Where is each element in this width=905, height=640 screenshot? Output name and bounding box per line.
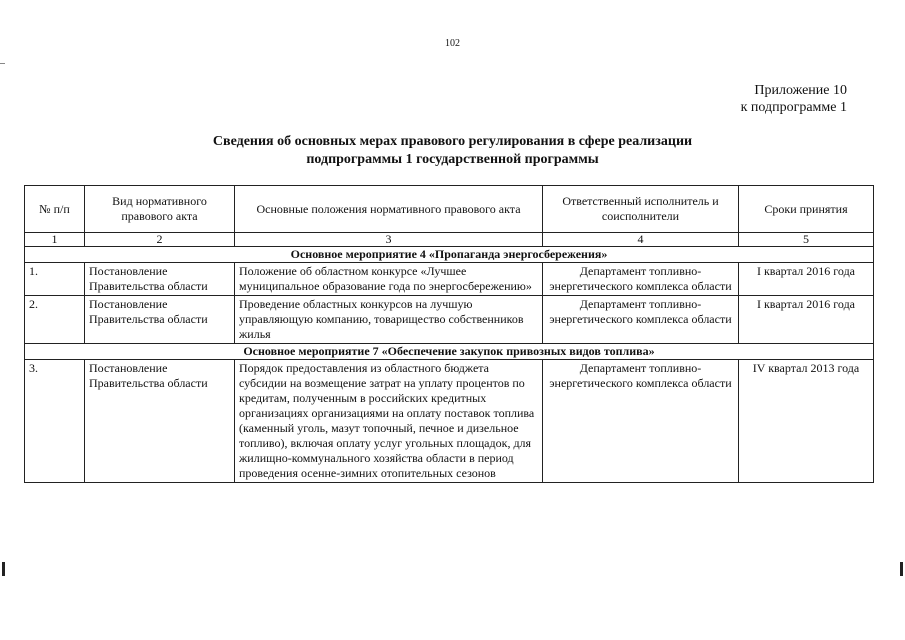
row-deadline: IV квартал 2013 года bbox=[739, 360, 874, 483]
scan-edge-mark-right bbox=[900, 562, 903, 576]
header-deadline: Сроки принятия bbox=[739, 186, 874, 233]
row-deadline: I квартал 2016 года bbox=[739, 263, 874, 296]
row-act-type: Постановление Правительства области bbox=[85, 296, 235, 344]
column-number: 3 bbox=[235, 233, 543, 247]
row-deadline: I квартал 2016 года bbox=[739, 296, 874, 344]
row-act-type: Постановление Правительства области bbox=[85, 263, 235, 296]
table-header-row bbox=[25, 186, 874, 233]
table-row bbox=[25, 360, 874, 483]
column-number: 2 bbox=[85, 233, 235, 247]
row-act-type: Постановление Правительства области bbox=[85, 360, 235, 483]
appendix-reference bbox=[741, 82, 847, 116]
row-num: 2. bbox=[25, 296, 85, 344]
measures-table bbox=[24, 185, 874, 483]
appendix-line-1: Приложение 10 bbox=[754, 83, 847, 98]
scan-edge-mark-left bbox=[2, 562, 5, 576]
row-executor: Департамент топливно-энергетического комплекса области bbox=[543, 296, 739, 344]
row-provisions: Проведение областных конкурсов на лучшую управляющую компанию, товарищество собственников жилья bbox=[235, 296, 543, 344]
column-number: 1 bbox=[25, 233, 85, 247]
document-title bbox=[150, 133, 755, 169]
row-provisions: Порядок предоставления из областного бюджета субсидии на возмещение затрат на уплату процентов по кредитам, полученным в российских кредитных организациях организациями на оплату поставок топлива (каменный уголь, мазут топочный, печное и дизельное топливо), включая оплату услуг угольных площадок, для жилищно-коммунального хозяйства области в период проведения осенне-зимних отопительных сезонов bbox=[235, 360, 543, 483]
header-act-type: Вид нормативного правового акта bbox=[85, 186, 235, 233]
column-number-row bbox=[25, 233, 874, 247]
header-provisions: Основные положения нормативного правового акта bbox=[235, 186, 543, 233]
title-line-1: Сведения об основных мерах правового регулирования в сфере реализации bbox=[212, 134, 693, 149]
row-executor: Департамент топливно-энергетического комплекса области bbox=[543, 360, 739, 483]
row-executor: Департамент топливно-энергетического комплекса области bbox=[543, 263, 739, 296]
column-number: 5 bbox=[739, 233, 874, 247]
header-executor: Ответственный исполнитель и соисполнители bbox=[543, 186, 739, 233]
column-number: 4 bbox=[543, 233, 739, 247]
scan-edge-tick-left bbox=[0, 63, 5, 64]
row-provisions: Положение об областном конкурсе «Лучшее муниципальное образование года по энергосбережению» bbox=[235, 263, 543, 296]
section-title: Основное мероприятие 7 «Обеспечение закупок привозных видов топлива» bbox=[25, 344, 874, 360]
table-row bbox=[25, 263, 874, 296]
header-num: № п/п bbox=[25, 186, 85, 233]
table-row bbox=[25, 296, 874, 344]
section-title: Основное мероприятие 4 «Пропаганда энергосбережения» bbox=[25, 247, 874, 263]
page-number: 102 bbox=[445, 38, 460, 49]
section-row bbox=[25, 344, 874, 360]
appendix-line-2: к подпрограмме 1 bbox=[740, 100, 847, 115]
row-num: 3. bbox=[25, 360, 85, 483]
title-line-2: подпрограммы 1 государственной программы bbox=[306, 152, 599, 167]
row-num: 1. bbox=[25, 263, 85, 296]
section-row bbox=[25, 247, 874, 263]
